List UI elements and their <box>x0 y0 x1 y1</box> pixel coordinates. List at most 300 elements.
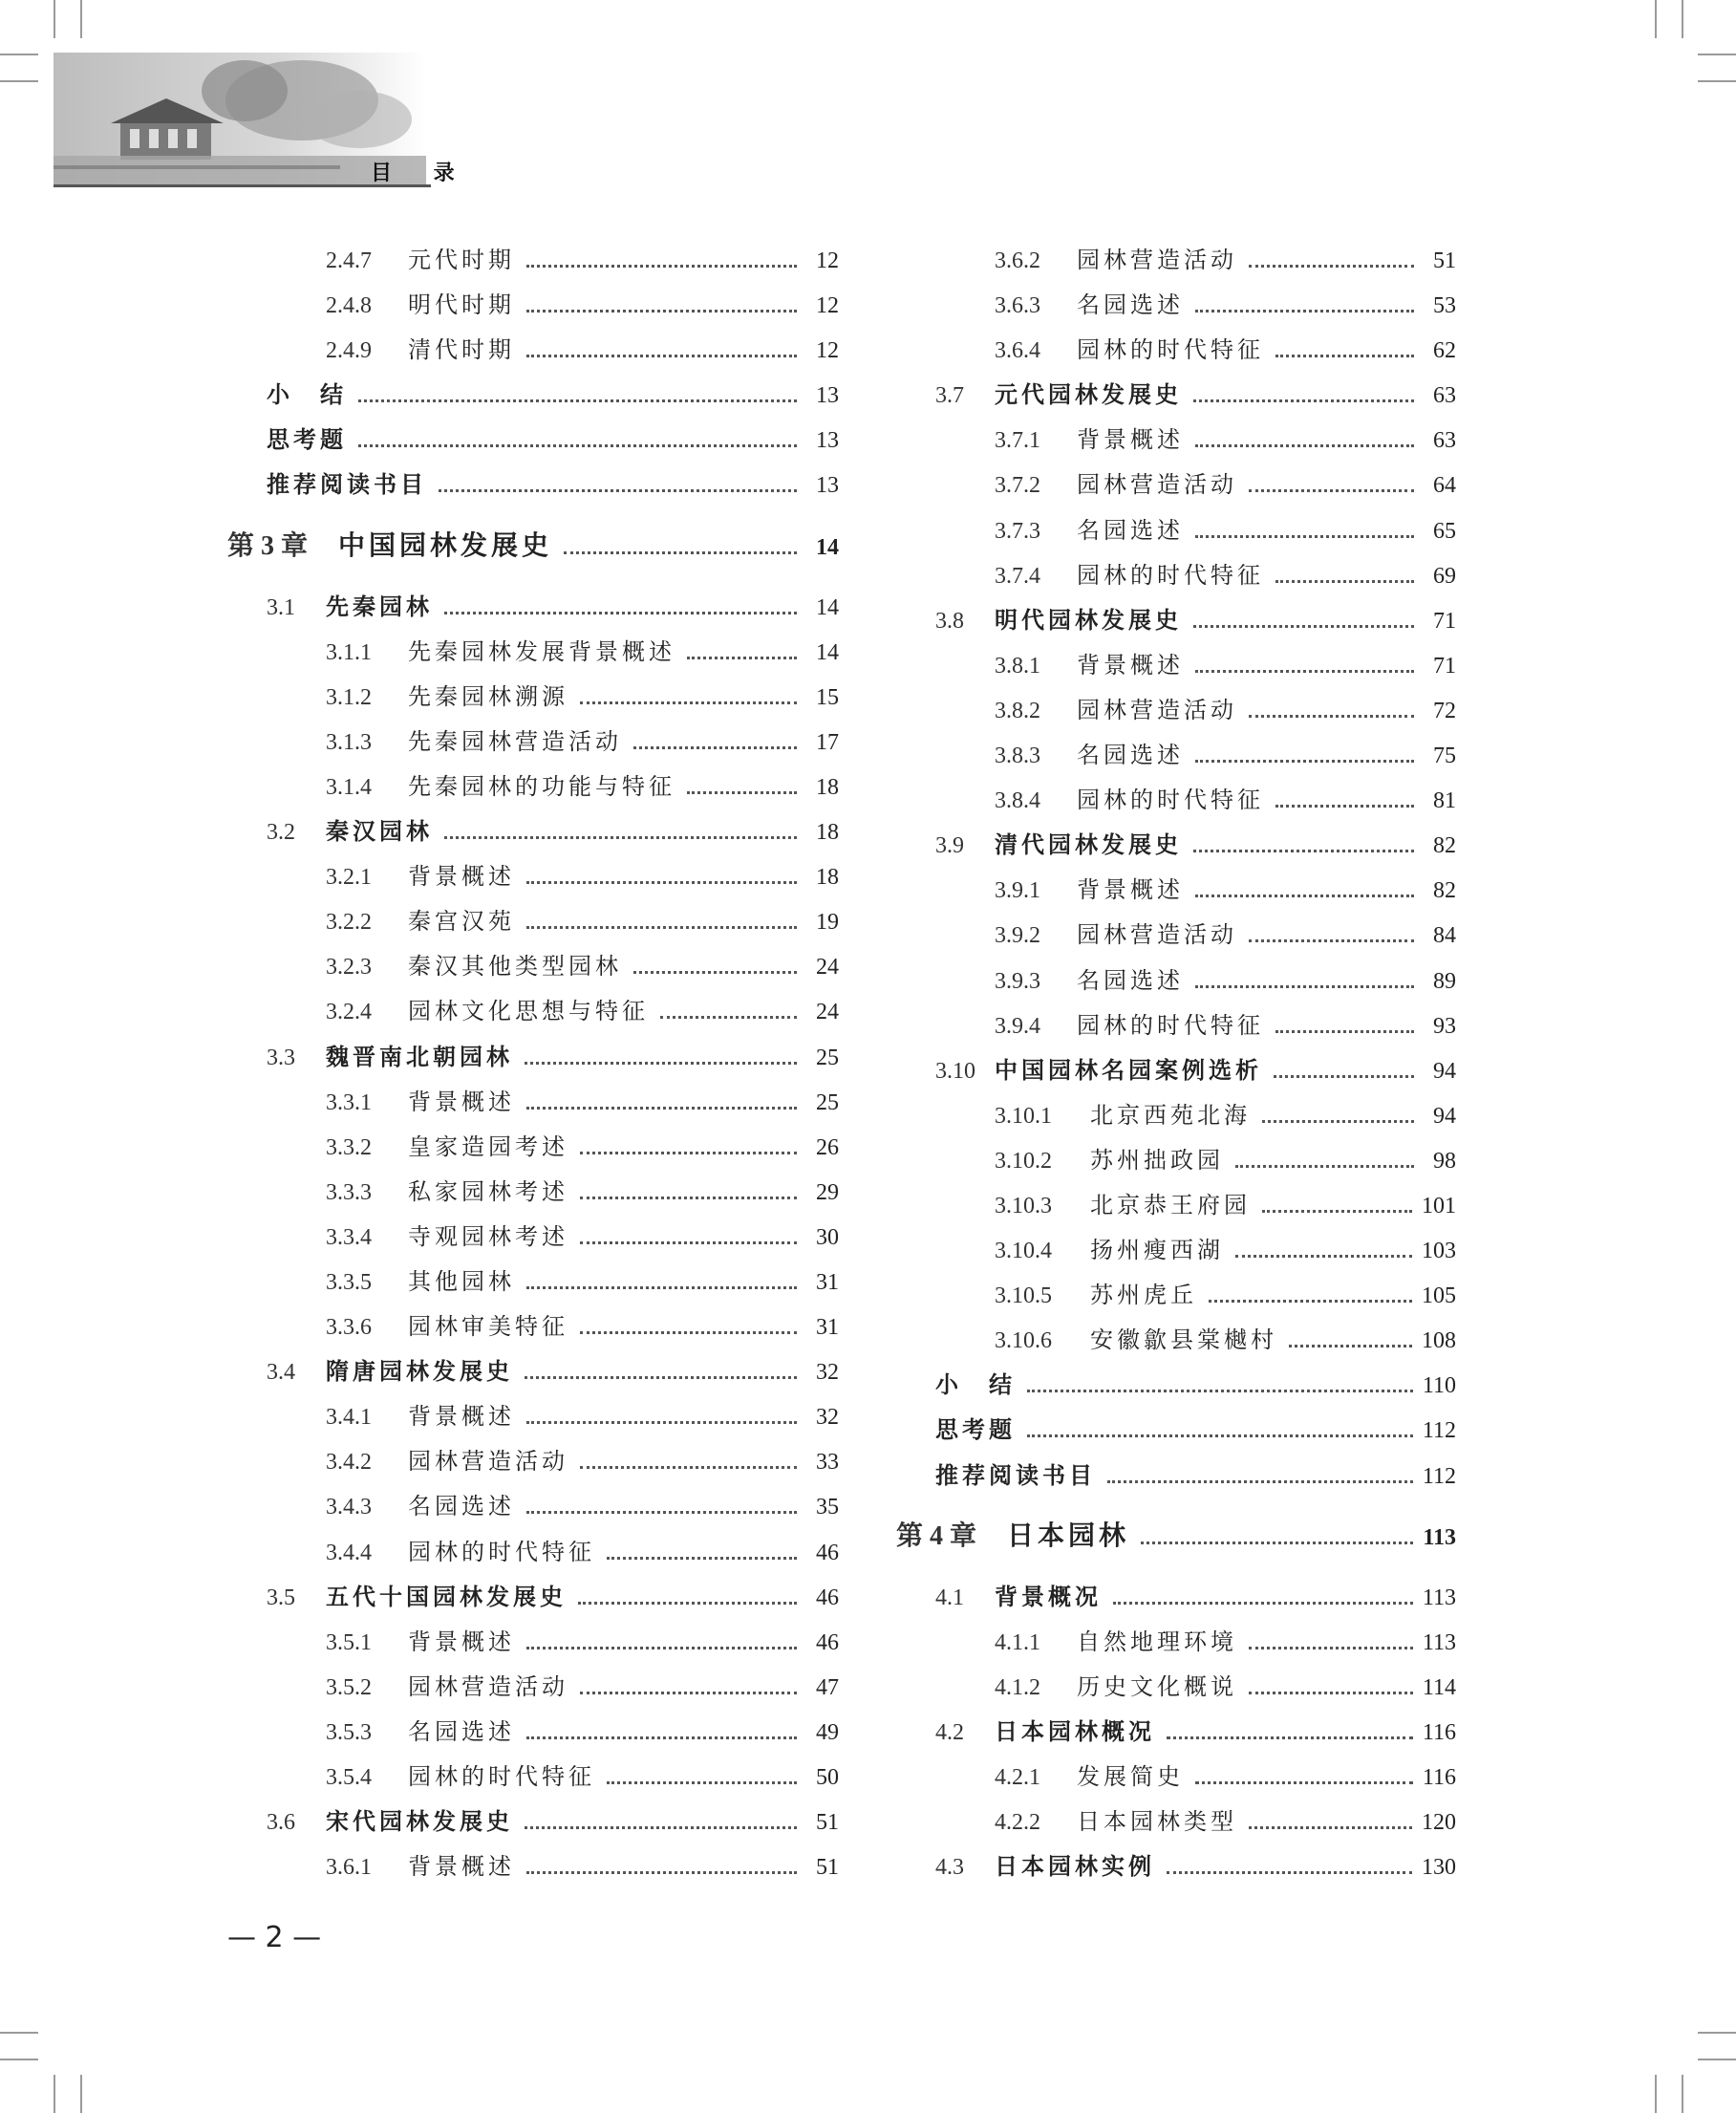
toc-entry[interactable] <box>896 1051 1456 1096</box>
toc-right-column <box>896 241 1456 1892</box>
toc-entry[interactable] <box>227 678 839 722</box>
entry-number: 3.1.2 <box>326 684 372 710</box>
entry-page: 12 <box>816 293 839 319</box>
entry-page: 31 <box>816 1315 839 1341</box>
entry-title: 中国园林名园案例选析 <box>995 1055 1262 1084</box>
toc-entry[interactable] <box>227 1533 839 1578</box>
crop-mark-bottom-left-h <box>0 2032 38 2034</box>
toc-entry[interactable] <box>896 511 1456 556</box>
entry-title: 苏州拙政园 <box>1090 1146 1224 1174</box>
entry-title: 背景概述 <box>1077 651 1184 679</box>
toc-entry[interactable] <box>227 1487 839 1532</box>
entry-number: 3.9 <box>935 833 964 859</box>
entry-title: 园林的时代特征 <box>408 1538 595 1565</box>
crop-mark-bottom-right-h2 <box>1698 2059 1736 2060</box>
toc-entry[interactable] <box>896 331 1456 376</box>
entry-page: 112 <box>1422 1418 1456 1444</box>
leader-dots <box>1195 1781 1413 1784</box>
toc-entry[interactable] <box>896 646 1456 691</box>
entry-page: 25 <box>816 1089 839 1115</box>
leader-dots <box>1262 1120 1414 1123</box>
entry-page: 13 <box>816 428 839 454</box>
toc-entry[interactable] <box>896 1231 1456 1276</box>
entry-title: 中国园林发展史 <box>338 528 553 561</box>
entry-page: 53 <box>1433 293 1456 319</box>
entry-number: 3.10 <box>935 1058 975 1084</box>
toc-entry[interactable] <box>896 1276 1456 1321</box>
entry-number: 3.6 <box>267 1810 295 1836</box>
toc-entry[interactable] <box>227 857 839 902</box>
toc-entry[interactable] <box>896 1141 1456 1186</box>
toc-entry[interactable] <box>896 691 1456 736</box>
entry-title: 背景概述 <box>408 1628 515 1655</box>
entry-number: 3.6.4 <box>995 338 1040 364</box>
leader-dots <box>633 971 797 974</box>
entry-page: 26 <box>816 1134 839 1160</box>
entry-number: 3.10.3 <box>995 1193 1052 1218</box>
entry-title: 小 结 <box>267 380 347 409</box>
entry-page: 13 <box>816 473 839 499</box>
entry-title: 先秦园林发展背景概述 <box>408 637 675 665</box>
leader-dots <box>1141 1542 1413 1544</box>
entry-page: 94 <box>1433 1058 1456 1084</box>
entry-page: 71 <box>1433 653 1456 679</box>
entry-number: 3.3.6 <box>326 1315 372 1341</box>
crop-mark-top-right-h <box>1698 54 1736 55</box>
toc-entry[interactable] <box>896 781 1456 826</box>
toc-entry[interactable] <box>896 1802 1456 1847</box>
entry-page: 49 <box>816 1719 839 1745</box>
toc-entry[interactable] <box>227 1623 839 1668</box>
leader-dots <box>1107 1480 1413 1483</box>
toc-entry[interactable] <box>896 1186 1456 1231</box>
toc-entry[interactable] <box>227 1173 839 1218</box>
toc-entry[interactable] <box>896 286 1456 331</box>
entry-page: 64 <box>1433 473 1456 499</box>
toc-entry[interactable] <box>896 1096 1456 1141</box>
entry-page: 35 <box>816 1495 839 1520</box>
leader-dots <box>1275 1030 1414 1033</box>
entry-title: 秦汉其他类型园林 <box>408 953 622 981</box>
leader-dots <box>525 1826 797 1829</box>
entry-number: 3.1.3 <box>326 729 372 755</box>
toc-entry[interactable] <box>896 420 1456 465</box>
entry-title: 背景概述 <box>408 1088 515 1115</box>
entry-number: 3.8 <box>935 608 964 634</box>
entry-page: 17 <box>816 729 839 755</box>
entry-title: 园林营造活动 <box>1077 471 1237 499</box>
toc-entry[interactable] <box>896 1366 1456 1411</box>
leader-dots <box>578 1602 797 1605</box>
leader-dots <box>526 1511 797 1514</box>
leader-dots <box>526 310 797 313</box>
entry-title: 背景概述 <box>1077 426 1184 454</box>
crop-mark-top-left-h2 <box>0 80 38 82</box>
leader-dots <box>580 1692 797 1694</box>
toc-entry[interactable] <box>227 331 839 376</box>
entry-title: 背景概述 <box>408 1403 515 1431</box>
entry-title: 日本园林实例 <box>995 1852 1155 1881</box>
entry-page: 116 <box>1422 1765 1456 1790</box>
toc-entry[interactable] <box>896 826 1456 871</box>
toc-entry[interactable] <box>896 1757 1456 1802</box>
toc-entry[interactable] <box>227 1262 839 1307</box>
leader-dots <box>633 746 797 749</box>
entry-page: 19 <box>816 910 839 936</box>
entry-title: 明代时期 <box>408 291 515 319</box>
entry-page: 32 <box>816 1360 839 1386</box>
toc-entry[interactable] <box>896 1515 1456 1567</box>
entry-title: 推荐阅读书目 <box>267 470 427 499</box>
entry-number: 3.3.2 <box>326 1134 372 1160</box>
leader-dots <box>1235 1165 1414 1168</box>
entry-title: 背景概述 <box>408 1853 515 1881</box>
entry-number: 3.4.1 <box>326 1405 372 1431</box>
entry-number: 2.4.8 <box>326 293 372 319</box>
toc-entry[interactable] <box>227 1397 839 1442</box>
entry-number: 3.10.1 <box>995 1103 1052 1129</box>
entry-title: 魏晋南北朝园林 <box>326 1042 513 1070</box>
entry-title: 发展简史 <box>1077 1763 1184 1790</box>
entry-title: 清代时期 <box>408 336 515 364</box>
entry-title: 园林的时代特征 <box>408 1763 595 1790</box>
toc-entry[interactable] <box>896 1006 1456 1051</box>
entry-title: 清代园林发展史 <box>995 830 1182 859</box>
entry-page: 63 <box>1433 428 1456 454</box>
toc-entry[interactable] <box>896 736 1456 781</box>
leader-dots <box>358 444 797 447</box>
entry-title: 安徽歙县棠樾村 <box>1090 1326 1277 1354</box>
entry-title: 秦汉园林 <box>326 817 433 846</box>
crop-mark-top-right-v <box>1655 0 1657 38</box>
leader-dots <box>1249 265 1414 268</box>
entry-page: 32 <box>816 1405 839 1431</box>
toc-entry[interactable] <box>227 286 839 331</box>
toc-entry[interactable] <box>227 1083 839 1128</box>
entry-title: 苏州虎丘 <box>1090 1282 1197 1309</box>
toc-entry[interactable] <box>896 1623 1456 1668</box>
entry-number: 3.2.3 <box>326 955 372 981</box>
leader-dots <box>526 1736 797 1739</box>
leader-dots <box>1209 1300 1412 1303</box>
entry-number: 3.3.1 <box>326 1089 372 1115</box>
entry-page: 18 <box>816 865 839 891</box>
leader-dots <box>526 1647 797 1649</box>
toc-entry[interactable] <box>227 1668 839 1713</box>
toc-entry[interactable] <box>227 992 839 1037</box>
leader-dots <box>1249 939 1414 942</box>
crop-mark-bottom-right-h <box>1698 2032 1736 2034</box>
entry-number: 3.5 <box>267 1585 295 1610</box>
toc-entry[interactable] <box>227 1802 839 1847</box>
entry-number: 3.2.2 <box>326 910 372 936</box>
entry-page: 12 <box>816 248 839 273</box>
entry-title: 先秦园林溯源 <box>408 682 568 710</box>
toc-entry[interactable] <box>896 1411 1456 1455</box>
entry-number: 3.5.3 <box>326 1719 372 1745</box>
entry-page: 108 <box>1422 1328 1456 1354</box>
entry-page: 113 <box>1423 1524 1456 1550</box>
entry-page: 51 <box>1433 248 1456 273</box>
entry-number: 3.9.2 <box>995 923 1040 949</box>
toc-entry[interactable] <box>227 1352 839 1397</box>
entry-number: 3.7.3 <box>995 518 1040 544</box>
entry-page: 30 <box>816 1224 839 1250</box>
entry-page: 24 <box>816 1000 839 1025</box>
crop-mark-bottom-left-v2 <box>80 2075 82 2113</box>
leader-dots <box>1027 1390 1413 1392</box>
toc-entry[interactable] <box>227 420 839 465</box>
toc-left-column <box>227 241 839 1892</box>
entry-title: 秦宫汉苑 <box>408 908 515 936</box>
entry-number: 2.4.9 <box>326 338 372 364</box>
entry-page: 81 <box>1433 788 1456 814</box>
toc-entry[interactable] <box>896 961 1456 1006</box>
entry-page: 31 <box>816 1269 839 1295</box>
entry-title: 明代园林发展史 <box>995 605 1182 634</box>
entry-number: 3.10.6 <box>995 1328 1052 1354</box>
entry-page: 101 <box>1422 1193 1456 1218</box>
entry-number: 3.3.4 <box>326 1224 372 1250</box>
entry-title: 日本园林概况 <box>995 1716 1155 1745</box>
toc-entry[interactable] <box>227 241 839 286</box>
entry-page: 75 <box>1433 744 1456 769</box>
toc-entry[interactable] <box>227 767 839 812</box>
entry-number: 4.3 <box>935 1855 964 1881</box>
leader-dots <box>358 399 797 402</box>
toc-entry[interactable] <box>227 525 839 577</box>
entry-page: 46 <box>816 1585 839 1610</box>
toc-entry[interactable] <box>896 556 1456 601</box>
entry-page: 50 <box>816 1765 839 1790</box>
leader-dots <box>607 1781 797 1784</box>
entry-page: 63 <box>1433 383 1456 409</box>
toc-entry[interactable] <box>227 1713 839 1757</box>
entry-number: 4.1.2 <box>995 1674 1040 1700</box>
entry-number: 3.5.4 <box>326 1765 372 1790</box>
toc-entry[interactable] <box>896 916 1456 960</box>
entry-number: 3.10.5 <box>995 1283 1052 1309</box>
entry-title: 园林文化思想与特征 <box>408 998 649 1025</box>
entry-page: 33 <box>816 1450 839 1476</box>
entry-page: 14 <box>816 639 839 665</box>
entry-page: 25 <box>816 1045 839 1070</box>
toc-entry[interactable] <box>227 465 839 510</box>
leader-dots <box>444 836 797 839</box>
entry-title: 背景概况 <box>995 1582 1102 1610</box>
entry-number: 3.9.4 <box>995 1013 1040 1039</box>
leader-dots <box>1027 1434 1413 1437</box>
leader-dots <box>687 657 797 659</box>
entry-page: 98 <box>1433 1148 1456 1174</box>
entry-title: 隋唐园林发展史 <box>326 1357 513 1386</box>
entry-title: 园林的时代特征 <box>1077 336 1264 364</box>
entry-number: 3.9.1 <box>995 878 1040 904</box>
crop-mark-top-right-h2 <box>1698 80 1736 82</box>
entry-number: 3.3.3 <box>326 1179 372 1205</box>
entry-page: 71 <box>1433 608 1456 634</box>
entry-page: 94 <box>1433 1103 1456 1129</box>
entry-page: 24 <box>816 955 839 981</box>
entry-title: 园林营造活动 <box>1077 247 1237 273</box>
entry-page: 51 <box>816 1855 839 1881</box>
entry-title: 扬州瘦西湖 <box>1090 1237 1224 1264</box>
crop-mark-bottom-left-h2 <box>0 2059 38 2060</box>
entry-number: 3.9.3 <box>995 968 1040 994</box>
toc-entry[interactable] <box>896 376 1456 420</box>
entry-number: 3.10.4 <box>995 1239 1052 1264</box>
entry-title: 宋代园林发展史 <box>326 1807 513 1836</box>
running-header-title: 目 录 <box>371 162 472 185</box>
entry-page: 14 <box>816 534 839 560</box>
toc-entry[interactable] <box>896 601 1456 646</box>
entry-title: 名园选述 <box>408 1493 515 1520</box>
leader-dots <box>1274 1075 1414 1078</box>
leader-dots <box>1167 1871 1412 1874</box>
leader-dots <box>1249 1647 1413 1649</box>
leader-dots <box>1193 850 1414 852</box>
entry-title: 名园选述 <box>1077 516 1184 544</box>
leader-dots <box>525 1376 797 1379</box>
leader-dots <box>607 1557 797 1560</box>
entry-page: 120 <box>1422 1810 1456 1836</box>
leader-dots <box>687 791 797 794</box>
entry-number: 4.2 <box>935 1719 964 1745</box>
entry-title: 名园选述 <box>1077 291 1184 319</box>
crop-mark-top-left-v <box>54 0 55 38</box>
entry-title: 园林营造活动 <box>1077 696 1237 723</box>
entry-number: 2.4.7 <box>326 248 372 273</box>
entry-number: 3.4 <box>267 1360 295 1386</box>
entry-number: 4.1 <box>935 1585 964 1610</box>
toc-entry[interactable] <box>227 1218 839 1262</box>
toc-entry[interactable] <box>227 947 839 992</box>
entry-title: 推荐阅读书目 <box>935 1460 1096 1489</box>
toc-entry[interactable] <box>227 588 839 633</box>
toc-entry[interactable] <box>896 1668 1456 1713</box>
toc-entry[interactable] <box>896 241 1456 286</box>
entry-title: 思考题 <box>267 425 347 454</box>
crop-mark-bottom-right-v <box>1655 2075 1657 2113</box>
leader-dots <box>526 926 797 929</box>
leader-dots <box>526 1286 797 1289</box>
entry-page: 114 <box>1422 1674 1456 1700</box>
entry-page: 46 <box>816 1540 839 1565</box>
toc-entry[interactable] <box>227 633 839 678</box>
entry-number: 3.1.1 <box>326 639 372 665</box>
toc-entry[interactable] <box>896 1456 1456 1501</box>
toc-entry[interactable] <box>896 1578 1456 1623</box>
entry-title: 历史文化概说 <box>1077 1672 1237 1700</box>
leader-dots <box>444 612 797 614</box>
leader-dots <box>526 265 797 268</box>
entry-number: 3.6.2 <box>995 248 1040 273</box>
entry-number: 3.6.3 <box>995 293 1040 319</box>
entry-page: 47 <box>816 1674 839 1700</box>
toc-entry[interactable] <box>227 902 839 947</box>
entry-number: 3.4.2 <box>326 1450 372 1476</box>
entry-title: 园林审美特征 <box>408 1313 568 1341</box>
entry-title: 北京恭王府园 <box>1090 1191 1251 1218</box>
leader-dots <box>1195 310 1414 313</box>
entry-page: 13 <box>816 383 839 409</box>
crop-mark-top-left-v2 <box>80 0 82 38</box>
entry-title: 背景概述 <box>408 863 515 891</box>
entry-number: 3.7.4 <box>995 563 1040 589</box>
toc-entry[interactable] <box>227 1442 839 1487</box>
toc-entry[interactable] <box>896 465 1456 510</box>
leader-dots <box>1193 399 1414 402</box>
entry-number: 3.8.3 <box>995 744 1040 769</box>
toc-entry[interactable] <box>227 1128 839 1173</box>
leader-dots <box>1195 535 1414 538</box>
entry-title: 先秦园林的功能与特征 <box>408 772 675 800</box>
crop-mark-bottom-right-v2 <box>1682 2075 1683 2113</box>
toc-entry[interactable] <box>227 1038 839 1083</box>
toc-entry[interactable] <box>896 871 1456 916</box>
entry-number: 3.8.1 <box>995 653 1040 679</box>
toc-entry[interactable] <box>896 1847 1456 1892</box>
leader-dots <box>1167 1736 1413 1739</box>
crop-mark-top-left-h <box>0 54 38 55</box>
entry-page: 72 <box>1433 698 1456 723</box>
entry-number: 3.5.1 <box>326 1629 372 1655</box>
entry-title: 园林的时代特征 <box>1077 787 1264 814</box>
entry-title: 园林的时代特征 <box>1077 1011 1264 1039</box>
entry-title: 五代十国园林发展史 <box>326 1582 567 1610</box>
toc-entry[interactable] <box>227 722 839 767</box>
entry-number: 3.1.4 <box>326 774 372 800</box>
entry-title: 寺观园林考述 <box>408 1222 568 1250</box>
leader-dots <box>526 355 797 357</box>
entry-number: 3.3 <box>267 1045 295 1070</box>
entry-number: 3.7.2 <box>995 473 1040 499</box>
toc-entry[interactable] <box>227 1757 839 1802</box>
entry-title: 园林营造活动 <box>1077 921 1237 949</box>
entry-page: 130 <box>1422 1855 1456 1881</box>
entry-page: 46 <box>816 1629 839 1655</box>
entry-title: 自然地理环境 <box>1077 1628 1237 1655</box>
entry-page: 51 <box>816 1810 839 1836</box>
entry-title: 皇家造园考述 <box>408 1132 568 1160</box>
toc-entry[interactable] <box>227 812 839 857</box>
toc-entry[interactable] <box>896 1321 1456 1366</box>
toc-entry[interactable] <box>227 1847 839 1892</box>
entry-number: 3.8.2 <box>995 698 1040 723</box>
entry-title: 名园选述 <box>408 1717 515 1745</box>
leader-dots <box>1195 760 1414 763</box>
leader-dots <box>1195 985 1414 988</box>
toc-entry[interactable] <box>227 376 839 420</box>
entry-title: 园林营造活动 <box>408 1448 568 1476</box>
toc-entry[interactable] <box>896 1713 1456 1757</box>
entry-page: 65 <box>1433 518 1456 544</box>
leader-dots <box>1262 1210 1412 1213</box>
toc-entry[interactable] <box>227 1578 839 1623</box>
entry-title: 名园选述 <box>1077 742 1184 769</box>
entry-number: 3.2.4 <box>326 1000 372 1025</box>
entry-title: 元代时期 <box>408 247 515 273</box>
entry-page: 112 <box>1422 1463 1456 1489</box>
entry-title: 园林营造活动 <box>408 1672 568 1700</box>
entry-title: 先秦园林 <box>326 592 433 620</box>
toc-entry[interactable] <box>227 1307 839 1352</box>
entry-title: 小 结 <box>935 1370 1016 1399</box>
leader-dots <box>1275 355 1414 357</box>
entry-page: 62 <box>1433 338 1456 364</box>
entry-title: 私家园林考述 <box>408 1177 568 1205</box>
leader-dots <box>1113 1602 1413 1605</box>
